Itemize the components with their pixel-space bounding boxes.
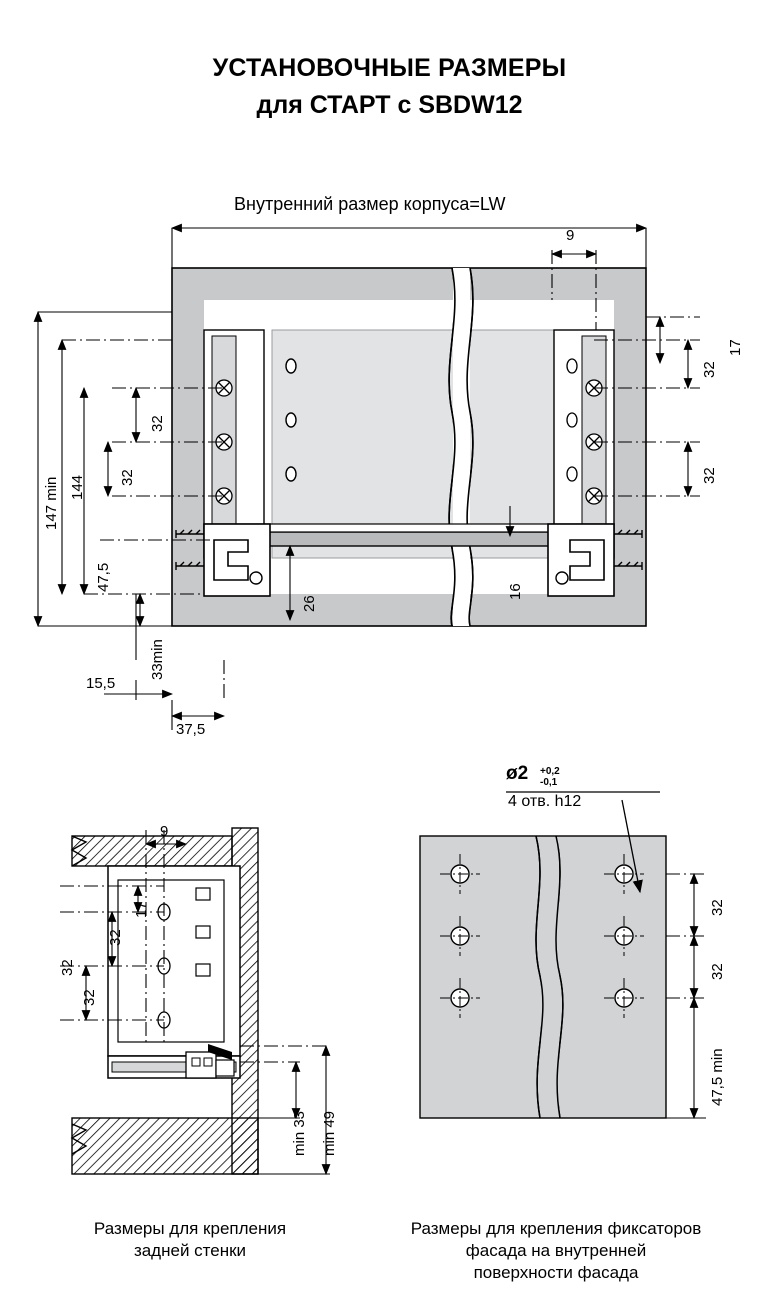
dim-37-5: 37,5 bbox=[176, 721, 206, 738]
br-dim-32-bot: 32 bbox=[709, 963, 726, 980]
bottom-right-caption-line1: Размеры для крепления фиксаторов bbox=[410, 1219, 702, 1238]
dim-32-right-2: 32 bbox=[701, 467, 718, 484]
page-title-line1: УСТАНОВОЧНЫЕ РАЗМЕРЫ bbox=[212, 54, 567, 82]
bl-dim-32-b: 32 bbox=[81, 989, 98, 1006]
bottom-right-caption-line3: поверхности фасада bbox=[473, 1263, 639, 1282]
bottom-right-caption-line2: фасада на внутренней bbox=[465, 1241, 647, 1260]
dim-9-main: 9 bbox=[566, 227, 575, 244]
bl-dim-min49: min 49 bbox=[321, 1110, 338, 1156]
br-dim-32-top: 32 bbox=[709, 899, 726, 916]
bottom-left-section-view bbox=[72, 828, 258, 1174]
dim-17-main: 17 bbox=[727, 339, 744, 356]
br-dim-47-5min: 47,5 min bbox=[709, 1048, 726, 1106]
dim-147min: 147 min bbox=[43, 476, 60, 530]
bottom-left-caption-line2: задней стенки bbox=[133, 1241, 247, 1260]
hole-diameter-spec: ø2 bbox=[506, 763, 529, 784]
hole-tolerance-upper: +0,2 bbox=[540, 766, 560, 777]
bl-dim-32-c: 32 bbox=[59, 959, 76, 976]
dim-32-left-1: 32 bbox=[149, 415, 166, 432]
bl-dim-32-a: 32 bbox=[107, 929, 124, 946]
dim-16: 16 bbox=[507, 583, 524, 600]
page-title-line2: для СТАРТ с SBDW12 bbox=[256, 91, 523, 119]
bl-dim-17: 17 bbox=[133, 901, 150, 918]
dim-15-5: 15,5 bbox=[86, 675, 116, 692]
dim-32-left-2: 32 bbox=[119, 469, 136, 486]
dim-32-right-1: 32 bbox=[701, 361, 718, 378]
dim-33min: 33min bbox=[149, 639, 166, 680]
dim-26: 26 bbox=[301, 595, 318, 612]
hole-tolerance-lower: -0,1 bbox=[540, 777, 558, 788]
bottom-left-caption-line1: Размеры для крепления bbox=[93, 1219, 287, 1238]
bottom-right-facade-view bbox=[420, 792, 666, 1118]
dim-inner-cabinet-width: Внутренний размер корпуса=LW bbox=[234, 194, 506, 214]
dim-144: 144 bbox=[69, 474, 86, 500]
bottom-right-dims bbox=[666, 874, 706, 1118]
bl-dim-min33: min 33 bbox=[291, 1110, 308, 1156]
hole-count-spec: 4 отв. h12 bbox=[508, 793, 582, 810]
cabinet-body-main bbox=[172, 268, 646, 626]
dim-47-5: 47,5 bbox=[95, 562, 112, 592]
bl-dim-9: 9 bbox=[160, 823, 169, 840]
